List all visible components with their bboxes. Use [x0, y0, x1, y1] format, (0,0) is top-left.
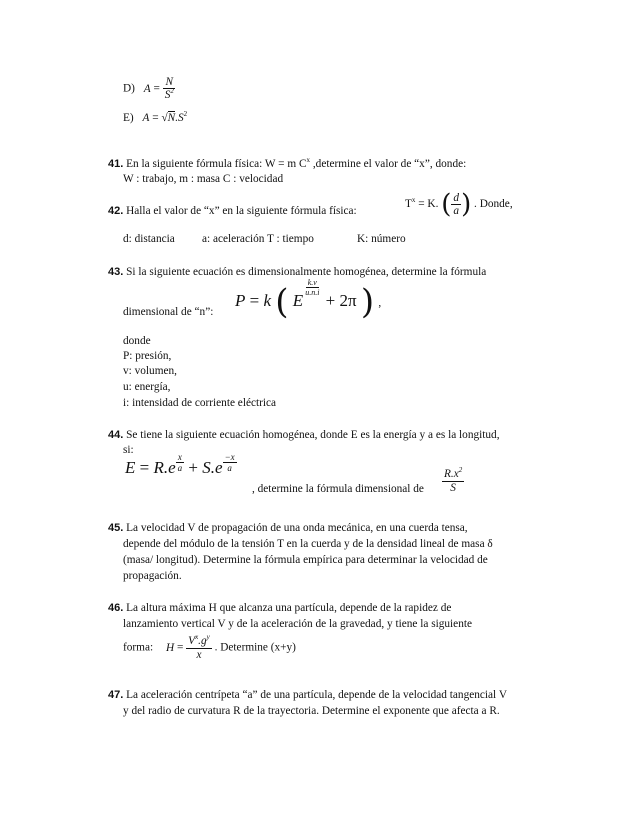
- option-e-lhs: A: [142, 112, 150, 124]
- q42-eqk: = K.: [418, 198, 439, 211]
- question-42: [108, 204, 357, 218]
- q41-text2: ,determine el valor de “x”, donde:: [312, 158, 467, 170]
- q47-line-1: y del radio de curvatura R de la trayectoria. Determine el exponente que afecta a R.: [123, 705, 500, 717]
- question-46: [108, 601, 451, 615]
- option-e-exp: 2: [183, 110, 188, 118]
- q41-text1: En la siguiente fórmula física: W = m C: [126, 158, 307, 170]
- q43-E: E: [292, 290, 304, 310]
- q45-line-0: La velocidad V de propagación de una onda mecánica, en una cuerda tensa,: [126, 522, 468, 534]
- q43-def-4: i: intensidad de corriente eléctrica: [123, 397, 277, 409]
- q41-line2: W : trabajo, m : masa C : velocidad: [123, 173, 284, 185]
- q44-exp1-num: x: [177, 452, 182, 462]
- option-e-eq: =: [152, 112, 159, 124]
- question-44: [108, 428, 500, 442]
- q46-after: . Determine (x+y): [214, 641, 296, 654]
- option-e: [123, 111, 187, 126]
- q46-num-x: x: [195, 633, 199, 641]
- q47-line-0: La aceleración centrípeta “a” de una partícula, depende de la velocidad tangencial V: [126, 689, 507, 701]
- q46-fraction: [186, 635, 212, 661]
- q44-fraction-body: [442, 468, 464, 494]
- question-number: 45.: [108, 522, 124, 534]
- q43-plus: + 2π: [325, 290, 357, 310]
- q44-mid: , determine la fórmula dimensional de: [252, 483, 424, 495]
- q44-f-den: S: [450, 482, 456, 494]
- q46-num-y: y: [206, 633, 210, 641]
- sqrt-icon: √: [161, 112, 168, 124]
- q44-equation: [125, 452, 237, 478]
- option-d: [123, 76, 176, 102]
- q42-T: T: [405, 198, 412, 211]
- q44-R: R.e: [153, 458, 176, 477]
- q44-S: S.e: [202, 458, 223, 477]
- q42-exp: x: [411, 196, 416, 205]
- q43-comma: ,: [378, 296, 382, 309]
- question-number: 42.: [108, 205, 124, 217]
- question-47: [108, 688, 507, 702]
- q44-text2: si:: [123, 444, 134, 456]
- q43-text: Si la siguiente ecuación es dimensionalmente homogénea, determine la fórmula: [126, 266, 487, 278]
- q46-forma: forma:: [123, 641, 154, 654]
- q42-after: . Donde,: [474, 198, 513, 211]
- q42-fden: a: [453, 205, 460, 217]
- q43-P: P: [235, 290, 246, 310]
- question-number: 46.: [108, 602, 124, 614]
- q44-exp2-den: a: [227, 463, 232, 473]
- q44-exp1-den: a: [177, 463, 183, 473]
- question-number: 41.: [108, 158, 124, 170]
- option-e-radicand: N: [167, 112, 176, 124]
- left-paren-icon: (: [275, 282, 289, 322]
- right-paren-icon: ): [360, 282, 375, 322]
- left-paren-icon: (: [441, 189, 452, 220]
- q45-line-2: (masa/ longitud). Determine la fórmula empírica para determinar la velocidad de: [123, 554, 488, 566]
- option-e-mid: .S: [175, 112, 184, 124]
- q44-fraction: [442, 468, 464, 494]
- q42-var-2: K: número: [357, 233, 406, 245]
- option-d-den-exp: 2: [170, 87, 174, 95]
- option-e-label: E): [123, 112, 134, 124]
- option-d-fraction: [163, 76, 176, 102]
- question-number: 43.: [108, 266, 124, 278]
- q42-fnum: d: [453, 192, 460, 204]
- q43-equation: [235, 278, 382, 322]
- option-d-eq: =: [153, 82, 160, 95]
- q41-exp: x: [306, 156, 311, 164]
- q43-exp-den: u.n.i: [305, 288, 320, 297]
- q44-exp1: [176, 452, 185, 473]
- q43-def-3: u: energía,: [123, 381, 171, 393]
- q43-lead: dimensional de “n”:: [123, 306, 214, 318]
- q43-eq: =: [249, 290, 260, 310]
- q44-f-num-exp: 2: [458, 466, 463, 474]
- option-d-lhs: A: [143, 82, 151, 95]
- q46-num-V: V: [188, 635, 196, 647]
- q44-f-num: R.x: [444, 468, 459, 480]
- q42-var-0: d: distancia: [123, 233, 175, 245]
- q43-def-2: v: volumen,: [123, 365, 177, 377]
- q46-H: H: [165, 641, 175, 654]
- q43-def-0: donde: [123, 335, 151, 347]
- question-45: [108, 521, 468, 535]
- q42-fraction: [451, 192, 461, 217]
- q46-line-1: lanzamiento vertical V y de la aceleración de la gravedad, y tiene la siguiente: [123, 618, 473, 630]
- q43-exponent: [303, 278, 321, 297]
- question-number: 44.: [108, 429, 124, 441]
- q42-formula: [405, 189, 513, 220]
- q42-text: Halla el valor de “x” en la siguiente fórmula física:: [126, 205, 357, 217]
- option-d-label: D): [123, 82, 135, 95]
- q45-line-3: propagación.: [123, 570, 182, 582]
- option-d-denominator: S: [164, 89, 171, 101]
- q46-den: x: [196, 649, 202, 661]
- q44-exp2: [223, 452, 237, 473]
- q44-E: E: [125, 458, 136, 477]
- question-number: 47.: [108, 689, 124, 701]
- q44-eq: =: [139, 458, 150, 477]
- q43-exp-num: k.v: [307, 278, 317, 287]
- q44-plus: +: [188, 458, 199, 477]
- q45-line-1: depende del módulo de la tensión T en la cuerda y de la densidad lineal de masa δ: [123, 538, 493, 550]
- q43-k: k: [263, 290, 272, 310]
- q46-eq: =: [176, 641, 184, 654]
- q44-exp2-num: −x: [224, 452, 235, 462]
- q43-def-1: P: presión,: [123, 350, 172, 362]
- q46-formula: [123, 635, 296, 661]
- question-43: [108, 265, 486, 279]
- q44-text1: Se tiene la siguiente ecuación homogénea, donde E es la energía y a es la longitud,: [126, 429, 500, 441]
- question-41: [108, 157, 466, 172]
- q46-num-g: .g: [198, 635, 207, 647]
- q42-var-1: a: aceleración T : tiempo: [202, 233, 314, 245]
- right-paren-icon: ): [461, 189, 472, 220]
- q46-line-0: La altura máxima H que alcanza una partícula, depende de la rapidez de: [126, 602, 452, 614]
- option-d-numerator: N: [165, 76, 174, 88]
